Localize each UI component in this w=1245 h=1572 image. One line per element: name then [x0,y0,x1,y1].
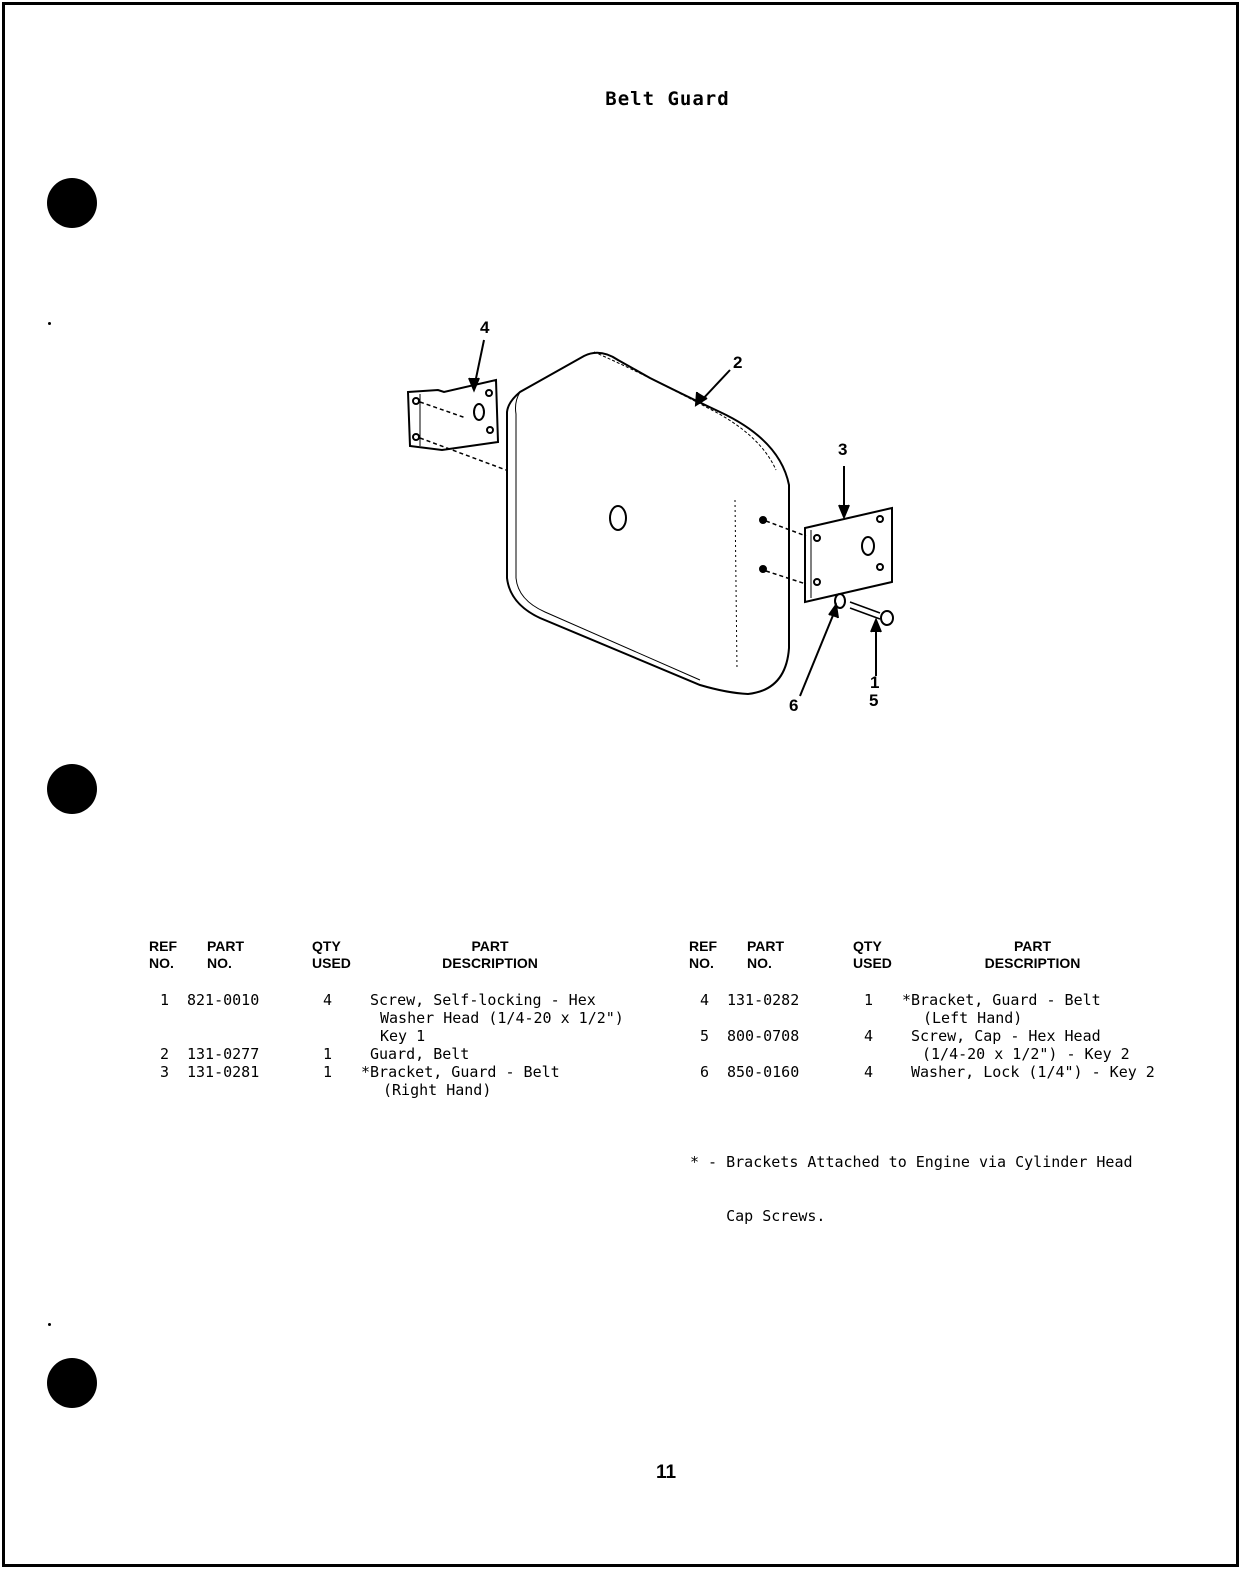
description-line: Screw, Self-locking - Hex [370,991,596,1009]
qty-used: 1 [864,991,874,1009]
qty-used: 4 [864,1027,874,1045]
header-description-right: PART DESCRIPTION [984,938,1081,971]
header-part-no-left: PART NO. [207,938,245,971]
description-line: (Left Hand) [923,1009,1023,1027]
qty-used: 4 [323,991,333,1009]
description-line: *Bracket, Guard - Belt [902,991,1101,1009]
part-no: 131-0277 [187,1045,260,1063]
page-number: 11 [656,1462,677,1483]
header-description-left: PART DESCRIPTION [442,938,538,971]
description-line: Washer, Lock (1/4") - Key 2 [911,1063,1155,1081]
description-line: (Right Hand) [383,1081,492,1099]
description-line: *Bracket, Guard - Belt [361,1063,560,1081]
header-ref-no-right: REF NO. [689,938,717,971]
part-no: 131-0281 [187,1063,260,1081]
callout-6: 6 [789,696,799,715]
leader-lines [469,340,881,696]
part-no: 850-0160 [727,1063,800,1081]
washer-and-screw [835,594,893,625]
description-line: (1/4-20 x 1/2") - Key 2 [922,1045,1130,1063]
qty-used: 4 [864,1063,874,1081]
description-line: Key 1 [380,1027,426,1045]
ref-no: 5 [700,1027,710,1045]
callout-5: 5 [869,691,879,710]
qty-used: 1 [323,1045,333,1063]
belt-guard-body [507,352,789,694]
ref-no: 4 [700,991,710,1009]
callout-3: 3 [838,440,848,459]
left-bracket [408,380,506,470]
ref-no: 2 [160,1045,170,1063]
header-ref-no-left: REF NO. [149,938,177,971]
description-line: Guard, Belt [370,1045,470,1063]
part-no: 131-0282 [727,991,800,1009]
ref-no: 6 [700,1063,710,1081]
callout-2: 2 [733,353,743,372]
header-qty-used-right: QTY USED [853,938,892,971]
footnote: * - Brackets Attached to Engine via Cylinder Head Cap Screws. [690,1153,1133,1225]
callout-1: 1 [870,673,880,692]
part-no: 800-0708 [727,1027,800,1045]
right-bracket [760,508,892,602]
qty-used: 1 [323,1063,333,1081]
page-title: Belt Guard [605,88,730,110]
header-part-no-right: PART NO. [747,938,785,971]
callout-4: 4 [480,318,490,337]
ref-no: 3 [160,1063,170,1081]
part-no: 821-0010 [187,991,260,1009]
ref-no: 1 [160,991,170,1009]
header-qty-used-left: QTY USED [312,938,351,971]
description-line: Screw, Cap - Hex Head [911,1027,1101,1045]
description-line: Washer Head (1/4-20 x 1/2") [380,1009,624,1027]
